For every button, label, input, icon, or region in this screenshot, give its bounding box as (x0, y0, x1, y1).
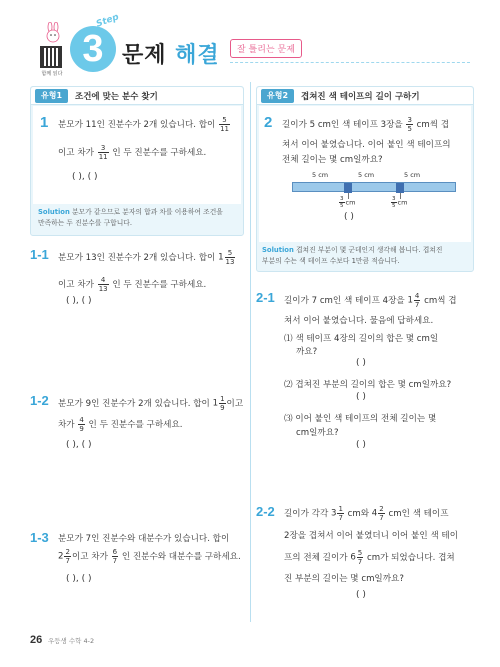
page-title (122, 38, 220, 69)
q1-3-whole: 2 (58, 551, 64, 562)
q1-text-c: 인 두 진분수를 구하세요. (112, 148, 207, 158)
book-title: 우등생 수학 4-2 (48, 637, 95, 645)
q2-1-line2: 쳐서 이어 붙였습니다. 물음에 답하세요. (284, 316, 434, 326)
page-number: 26 (30, 634, 43, 646)
q1-text-b: 이고 차가 (58, 148, 94, 158)
q1-1-frac-sum: $\frac{5}{13}$ (225, 249, 235, 266)
solution1-label: Solution (38, 208, 70, 216)
q2-2-whole2: 4 (371, 508, 378, 519)
q2-line2: 쳐서 이어 붙였습니다. 이어 붙인 색 테이프의 (282, 140, 451, 150)
q1-line2 (58, 144, 206, 161)
q1-2-line1 (58, 395, 243, 412)
q1-3-text-a: 분모가 7인 진분수와 대분수가 있습니다. 합이 (58, 534, 230, 544)
type1-header (31, 87, 243, 105)
q2-line3: 전체 길이는 몇 cm일까요? (282, 155, 383, 165)
q1-3-text-b: 이고 차가 (71, 552, 108, 562)
q2-1-whole: 1 (407, 295, 413, 306)
bunny-mascot-icon (44, 22, 62, 44)
q1-1-text-a: 분모가 13인 진분수가 2개 있습니다. 합이 (58, 253, 216, 263)
tape-strip-2 (344, 182, 404, 192)
q1-2-text-a: 분모가 9인 진분수가 2개 있습니다. 합이 (58, 399, 210, 409)
q2-2-frac3: $\frac{5}{7}$ (357, 549, 363, 566)
q1-1-number: 1-1 (30, 247, 49, 262)
solution2-label: Solution (262, 246, 294, 254)
solution2 (262, 245, 442, 267)
q1-1-answer-blank[interactable]: ( ), ( ) (66, 296, 92, 306)
type2-title: 겹쳐진 색 테이프의 길이 구하기 (301, 92, 420, 102)
q2-2-frac1: $\frac{1}{7}$ (338, 505, 343, 522)
title-highlight: 해결 (175, 43, 220, 68)
overlap-label-2: $\frac{3}{5}$ cm (392, 196, 408, 209)
q1-2-text-b: 이고 (226, 399, 244, 409)
solution1-text2: 만족하는 두 진분수를 구합니다. (38, 219, 132, 227)
q2-1-answer2-blank[interactable]: ( ) (356, 392, 366, 402)
q1-3-line2 (58, 548, 241, 565)
solution1 (38, 207, 223, 229)
q2-1-sub2: ⑵ 겹쳐진 부분의 길이의 합은 몇 cm일까요? (284, 380, 452, 390)
q1-1-text-c: 인 두 진분수를 구하세요. (112, 280, 207, 290)
q2-1-frac: $\frac{4}{7}$ (414, 292, 420, 309)
q2-2-line1 (284, 505, 449, 522)
q2-1-answer3-blank[interactable]: ( ) (356, 440, 366, 450)
q1-frac-diff: $\frac{3}{11}$ (98, 144, 108, 161)
q2-2-answer-blank[interactable]: ( ) (356, 590, 366, 600)
q2-text-b: cm씩 겹 (416, 120, 450, 130)
q2-text-a: 길이가 5 cm인 색 테이프 3장을 (282, 120, 403, 130)
q1-3-frac-diff: $\frac{6}{7}$ (112, 548, 118, 565)
q1-text-a: 분모가 11인 진분수가 2개 있습니다. 합이 (58, 120, 216, 130)
step-tag: Step (94, 12, 121, 30)
tape-label-2: 5 cm (358, 171, 375, 179)
q2-2-text-a: 길이가 각각 (284, 509, 329, 519)
q1-2-number: 1-2 (30, 393, 49, 408)
q2-2-line2: 2장을 겹쳐서 이어 붙였더니 이어 붙인 색 테이 (284, 531, 459, 541)
q1-2-text-d: 인 두 진분수를 구하세요. (88, 420, 183, 430)
q2-answer-blank[interactable]: ( ) (344, 212, 354, 222)
solution1-text1: 분모가 같으므로 분자의 합과 차를 이용하여 조건을 (69, 208, 223, 216)
q1-1-line1 (58, 249, 236, 266)
qr-code-icon[interactable] (40, 46, 62, 68)
q1-1-text-b: 이고 차가 (58, 280, 94, 290)
q2-2-text-d: cm가 되었습니다. 겹쳐 (366, 553, 455, 563)
q1-2-answer-blank[interactable]: ( ), ( ) (66, 440, 92, 450)
tape-strip-3 (396, 182, 456, 192)
column-divider (250, 82, 251, 622)
tape-overlap-1 (344, 183, 352, 193)
subtitle-badge: 잘 틀리는 문제 (230, 39, 302, 58)
q2-2-text-mid: cm와 (347, 509, 370, 519)
q1-2-line2 (58, 416, 183, 433)
q2-2-whole1: 3 (330, 508, 337, 519)
type2-header (257, 87, 473, 105)
q2-2-number: 2-2 (256, 504, 275, 519)
q1-3-answer-blank[interactable]: ( ), ( ) (66, 574, 92, 584)
q2-line1 (282, 116, 449, 133)
q2-2-line4: 진 부분의 길이는 몇 cm일까요? (284, 574, 404, 584)
q2-2-text-b: cm인 색 테이프 (388, 509, 449, 519)
q1-frac-sum: $\frac{5}{11}$ (220, 116, 229, 133)
q1-3-frac-sum: $\frac{2}{7}$ (65, 548, 70, 565)
q2-2-text-c: 프의 전체 길이가 (284, 553, 348, 563)
step-number: 3 (70, 26, 116, 72)
q1-1-whole: 1 (218, 252, 224, 263)
q2-1-line1 (284, 292, 457, 309)
q2-2-frac2: $\frac{2}{7}$ (379, 505, 384, 522)
tape-overlap-2 (396, 183, 404, 193)
tape-label-3: 5 cm (404, 171, 421, 179)
q2-1-number: 2-1 (256, 290, 275, 305)
q1-2-frac-sum: $\frac{1}{9}$ (220, 395, 225, 412)
tape-label-1: 5 cm (312, 171, 329, 179)
q2-1-sub1b: 까요? (296, 347, 318, 357)
q2-number: 2 (264, 114, 273, 131)
q2-2-whole3: 6 (350, 552, 356, 563)
tape-strip-1 (292, 182, 352, 192)
q1-3-line1 (58, 532, 229, 544)
q1-answer-blank[interactable]: ( ), ( ) (72, 172, 98, 182)
q1-2-text-c: 차가 (58, 420, 75, 430)
q2-1-text-a: 길이가 7 cm인 색 테이프 4장을 (284, 296, 405, 306)
q2-1-sub1a: ⑴ 색 테이프 4장의 길이의 합은 몇 cm일 (284, 334, 439, 344)
q1-2-whole: 1 (212, 398, 219, 409)
type1-tag: 유형1 (35, 89, 68, 103)
q1-3-number: 1-3 (30, 530, 49, 545)
type2-tag: 유형2 (261, 89, 294, 103)
q2-1-answer1-blank[interactable]: ( ) (356, 358, 366, 368)
title-plain: 문제 (122, 43, 176, 68)
solution2-text2: 부분의 수는 색 테이프 수보다 1만큼 적습니다. (262, 257, 400, 265)
q2-1-sub3b: cm일까요? (296, 428, 339, 438)
q1-1-frac-diff: $\frac{4}{13}$ (98, 276, 108, 293)
type1-title: 조건에 맞는 분수 찾기 (75, 92, 158, 102)
q1-line1 (58, 116, 231, 133)
overlap-label-1: $\frac{3}{5}$ cm (340, 196, 356, 209)
solution2-text1: 겹쳐진 부분이 몇 군데인지 생각해 봅니다. 겹쳐진 (293, 246, 443, 254)
header-divider (230, 62, 470, 63)
q2-frac-overlap: $\frac{3}{5}$ (407, 116, 412, 133)
q1-1-line2 (58, 276, 206, 293)
q1-3-text-c: 인 진분수와 대분수를 구하세요. (121, 552, 241, 562)
qr-caption: 함께 읽다 (41, 71, 63, 77)
q1-number: 1 (40, 114, 49, 131)
q1-2-frac-diff: $\frac{4}{9}$ (79, 416, 84, 433)
q2-2-line3 (284, 549, 455, 566)
q2-1-sub3a: ⑶ 이어 붙인 색 테이프의 전체 길이는 몇 (284, 414, 437, 424)
q2-1-text-b: cm씩 겹 (424, 296, 457, 306)
